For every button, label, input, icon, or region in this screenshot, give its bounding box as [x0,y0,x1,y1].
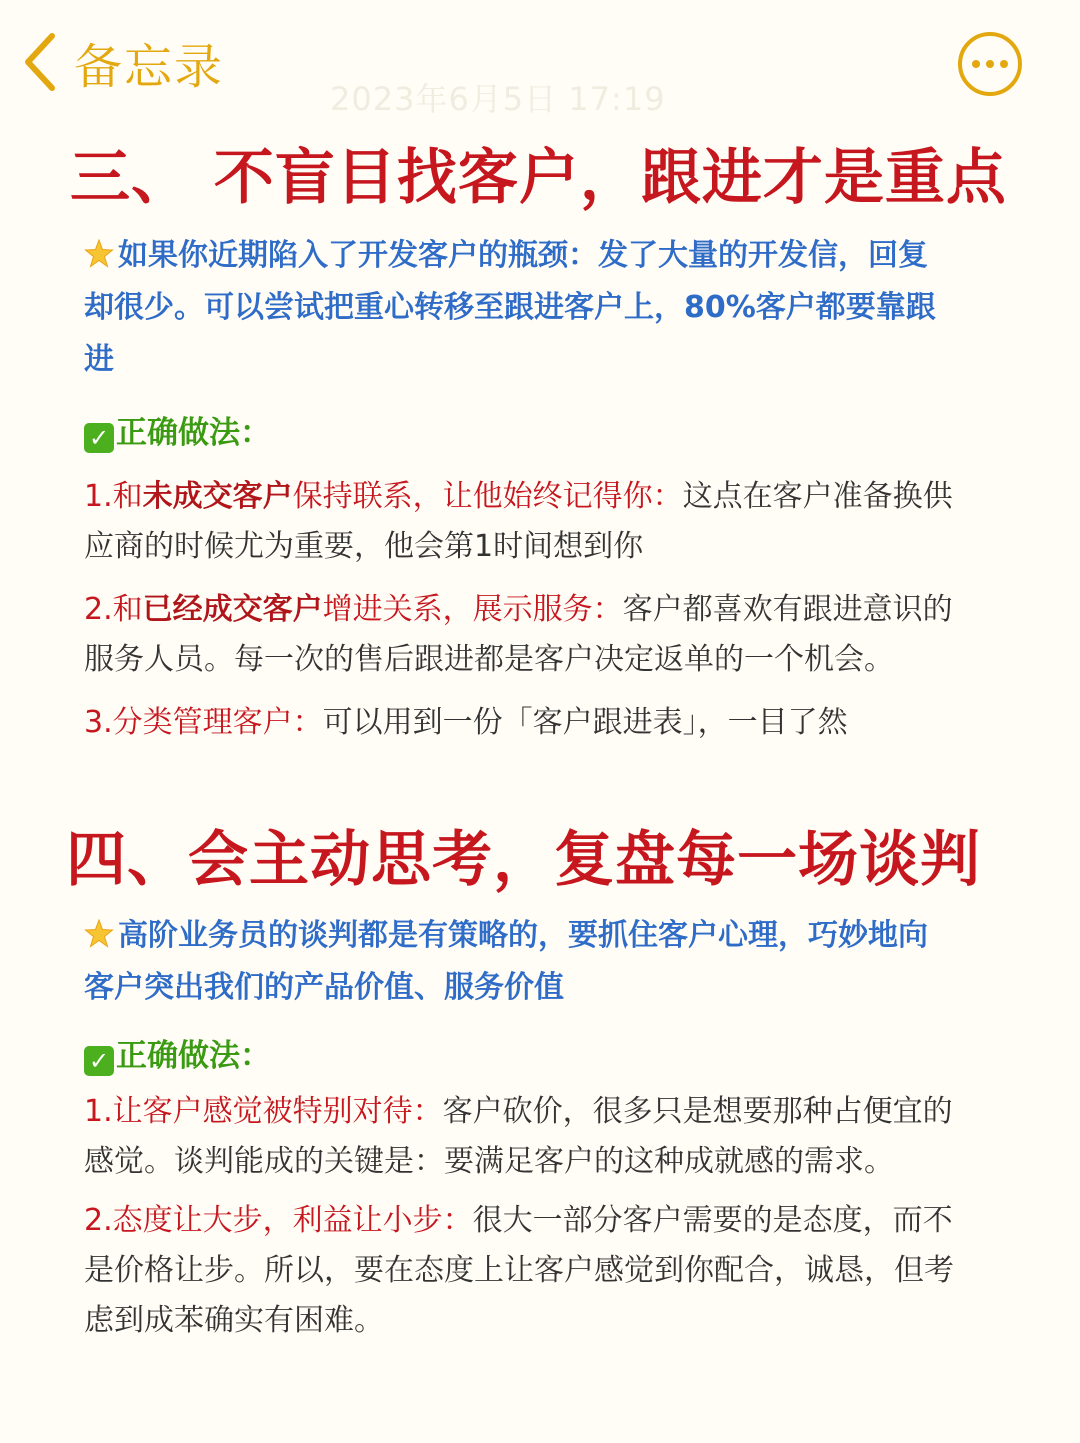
section-3-method-label: 正确做法： [116,415,271,451]
more-dots-icon [972,60,980,68]
item-title: 1.让客户感觉被特别对待： [84,1094,443,1129]
list-item [84,1196,964,1346]
item-text: 这点在客户准备换供应商的时候尤为重要，他会第1时间想到你 [84,479,953,564]
item-text: 客户砍价，很多只是想要那种占便宜的感觉。谈判能成的关键是：要满足客户的这种成就感的需求。 [84,1094,953,1179]
list-item [84,585,964,685]
back-button[interactable] [22,30,224,94]
item-title-prefix: 2.和 [84,592,143,627]
list-item [84,698,964,748]
section-4-method-label: 正确做法： [116,1038,271,1074]
checkmark-icon: ✓ [84,1046,114,1076]
checkmark-icon: ✓ [84,423,114,453]
section-4-title: 四、会主动思考，复盘每一场谈判 [66,825,981,895]
section-3-intro-text: 如果你近期陷入了开发客户的瓶颈：发了大量的开发信，回复却很少。可以尝试把重心转移至跟进客户上，80%客户都要靠跟进 [84,238,936,377]
nav-bar [0,0,1080,120]
list-item [84,472,964,572]
chevron-left-icon [22,32,56,92]
more-options-button[interactable] [958,32,1022,96]
item-text: 可以用到一份「客户跟进表」，一目了然 [322,705,848,740]
section-3-method-heading [84,407,271,453]
item-title-suffix: 增进关系，展示服务： [322,592,623,627]
star-icon [84,919,114,949]
item-title: 2.态度让大步，利益让小步： [84,1203,473,1238]
note-timestamp: 2023年6月5日 17:19 [330,80,666,118]
section-4-intro [84,910,944,1014]
item-highlight: 未成交客户 [142,479,293,514]
section-3-intro [84,230,944,386]
list-item [84,1087,964,1187]
star-icon [84,239,114,269]
item-title: 3.分类管理客户： [84,705,323,740]
item-text: 很大一部分客户需要的是态度，而不是价格让步。所以，要在态度上让客户感觉到你配合，诚恳，但考虑到成苯确实有困难。 [84,1203,954,1338]
section-4-method-heading [84,1030,271,1076]
item-title-suffix: 保持联系，让他始终记得你： [292,479,683,514]
section-3-title: 三、 不盲目找客户，跟进才是重点 [70,143,1007,213]
item-title-prefix: 1.和 [84,479,143,514]
section-4-intro-text: 高阶业务员的谈判都是有策略的，要抓住客户心理，巧妙地向客户突出我们的产品价值、服务价值 [84,918,928,1005]
back-label: 备忘录 [74,38,225,95]
item-highlight: 已经成交客户 [142,592,323,627]
item-text: 客户都喜欢有跟进意识的服务人员。每一次的售后跟进都是客户决定返单的一个机会。 [84,592,953,677]
